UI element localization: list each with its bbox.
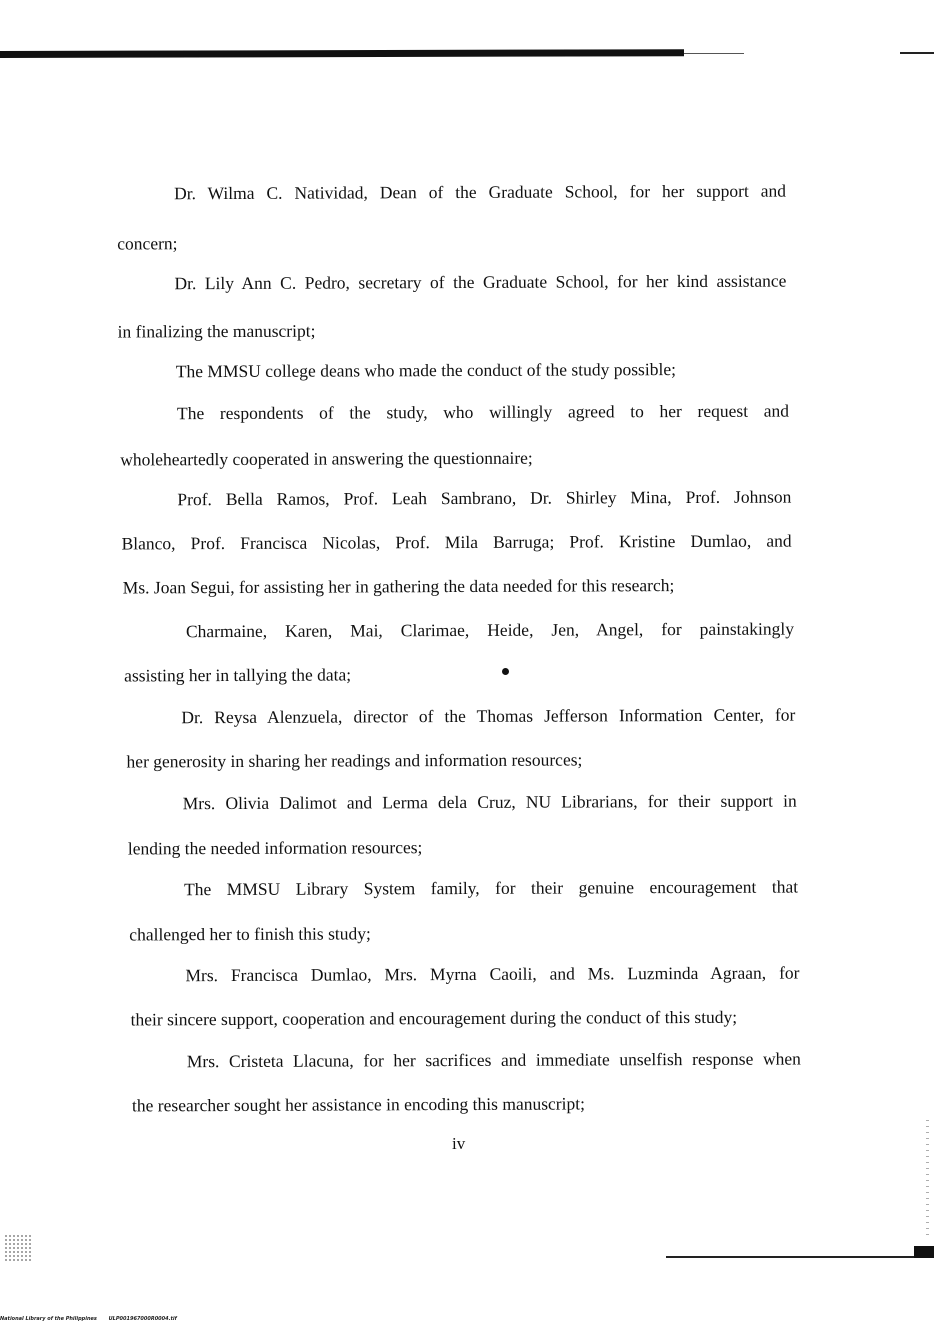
text-line: wholeheartedly cooperated in answering the questionnaire;: [120, 447, 533, 470]
text-line: their sincere support, cooperation and encouragement during the conduct of this study;: [130, 1006, 738, 1030]
library-name: National Library of the Philippines: [0, 1316, 97, 1322]
text-line: The respondents of the study, who willingly agreed to her request and: [176, 400, 790, 424]
text-line: Charmaine, Karen, Mai, Clarimae, Heide, Jen, Angel, for painstakingly: [185, 618, 794, 642]
scan-code: ULP001967000R0004.tif: [108, 1316, 177, 1322]
scan-speckle: [4, 1234, 32, 1262]
text-line: lending the needed information resources;: [127, 837, 423, 859]
page-number: iv: [452, 1134, 466, 1153]
text-line: Ms. Joan Segui, for assisting her in gathering the data needed for this research;: [122, 575, 675, 598]
library-footer: [0, 1316, 187, 1322]
text-line: assisting her in tallying the data;: [124, 664, 352, 686]
text-line: Mrs. Cristeta Llacuna, for her sacrifices and immediate unselfish response when: [186, 1048, 801, 1072]
scan-edge-marks: [926, 1120, 929, 1240]
text-line: Dr. Wilma C. Natividad, Dean of the Graduate School, for her support and: [174, 180, 787, 204]
text-line: challenged her to finish this study;: [129, 923, 371, 945]
text-line: in finalizing the manuscript;: [117, 320, 316, 342]
scan-border-bottom: [666, 1256, 934, 1258]
text-line: Blanco, Prof. Francisca Nicolas, Prof. Mila Barruga; Prof. Kristine Dumlao, and: [121, 530, 792, 554]
text-line: her generosity in sharing her readings and information resources;: [126, 749, 583, 772]
text-line: concern;: [117, 233, 178, 254]
text-line: The MMSU college deans who made the conduct of the study possible;: [175, 359, 676, 382]
text-line: the researcher sought her assistance in encoding this manuscript;: [131, 1093, 585, 1116]
text-line: Mrs. Olivia Dalimot and Lerma dela Cruz, NU Librarians, for their support in: [182, 790, 797, 814]
text-line: The MMSU Library System family, for their genuine encouragement that: [184, 876, 799, 900]
text-line: Dr. Reysa Alenzuela, director of the Thomas Jefferson Information Center, for: [181, 704, 796, 728]
scan-mark-bottom-right: [914, 1246, 934, 1258]
text-line: Dr. Lily Ann C. Pedro, secretary of the Graduate School, for her kind assistance: [174, 270, 787, 294]
ink-dot: [502, 668, 509, 675]
text-line: Mrs. Francisca Dumlao, Mrs. Myrna Caoili, and Ms. Luzminda Agraan, for: [185, 962, 800, 986]
text-line: Prof. Bella Ramos, Prof. Leah Sambrano, Dr. Shirley Mina, Prof. Johnson: [177, 486, 792, 510]
